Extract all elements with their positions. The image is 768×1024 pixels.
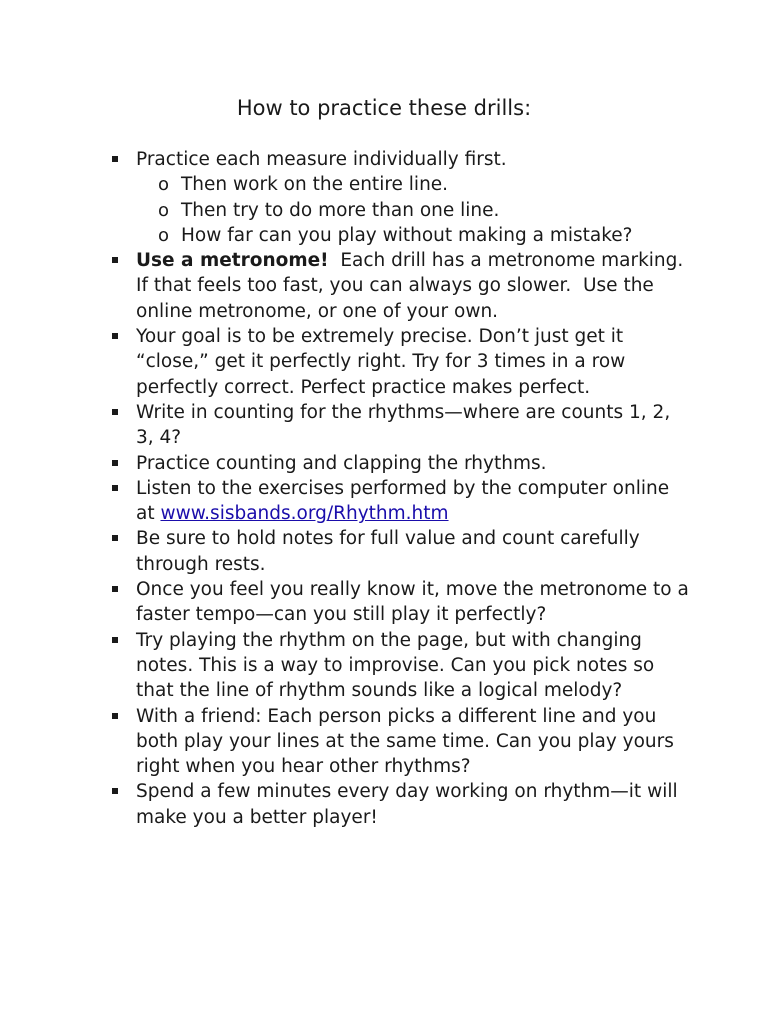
sub-list-item — [136, 223, 690, 248]
square-bullet-icon — [112, 637, 118, 643]
item-text: Write in counting for the rhythms—where are counts 1, 2, 3, 4? — [136, 401, 671, 449]
list-item — [110, 248, 696, 324]
item-text: Be sure to hold notes for full value and count carefully through rests. — [136, 528, 640, 575]
circle-bullet-icon: o — [158, 174, 170, 196]
sub-list-item — [136, 198, 690, 223]
item-text: Once you feel you really know it, move the metronome to a faster tempo—can you still play it perfectly? — [136, 579, 689, 626]
list-item — [110, 779, 690, 830]
page-title: How to practice these drills: — [236, 96, 532, 120]
square-bullet-icon — [112, 409, 118, 415]
sub-item-text: How far can you play without making a mistake? — [181, 224, 633, 246]
sub-list-item — [136, 172, 690, 197]
list-item — [110, 451, 690, 476]
item-text: Try playing the rhythm on the page, but with changing notes. This is a way to improvise. Can you pick notes so that the line of rhythm sounds like a logical melody? — [136, 629, 655, 702]
square-bullet-icon — [112, 535, 118, 541]
circle-bullet-icon: o — [158, 224, 170, 246]
list-item — [110, 324, 690, 400]
square-bullet-icon — [112, 333, 118, 339]
list-item — [110, 628, 690, 704]
item-text: With a friend: Each person picks a different line and you both play your lines at the same time. Can you play yours right when you hear other rhythms? — [136, 705, 674, 778]
square-bullet-icon — [112, 788, 118, 794]
item-text: Your goal is to be extremely precise. Don’t just get it “close,” get it perfectly right. Try for 3 times in a row perfectly correct. Perfect practice makes perfect. — [136, 326, 626, 398]
list-item — [110, 577, 690, 628]
square-bullet-icon — [112, 156, 118, 162]
square-bullet-icon — [112, 586, 118, 592]
list-item — [110, 526, 690, 577]
item-text: Practice each measure individually first. — [136, 149, 507, 170]
sub-item-text: Then try to do more than one line. — [181, 199, 500, 221]
square-bullet-icon — [112, 460, 118, 466]
list-item — [110, 704, 690, 780]
sub-list — [136, 172, 690, 248]
practice-tips-list — [110, 147, 696, 830]
list-item — [110, 147, 690, 248]
list-item — [110, 400, 690, 451]
square-bullet-icon — [112, 257, 118, 263]
list-item — [110, 476, 690, 527]
item-text: Practice counting and clapping the rhythms. — [136, 452, 547, 474]
circle-bullet-icon: o — [158, 199, 170, 221]
item-text: Spend a few minutes every day working on rhythm—it will make you a better player! — [136, 781, 678, 828]
item-bold-text: Use a metronome! — [136, 250, 329, 272]
item-text: Each drill has a metronome marking. If that feels too fast, you can always go slower. Use the online metronome, or one of your own. — [136, 250, 696, 322]
item-text: Listen to the exercises performed by the computer online at — [136, 477, 675, 525]
square-bullet-icon — [112, 485, 118, 491]
rhythm-page-link[interactable]: www.sisbands.org/Rhythm.htm — [160, 503, 449, 525]
square-bullet-icon — [112, 713, 118, 719]
sub-item-text: Then work on the entire line. — [181, 174, 449, 196]
